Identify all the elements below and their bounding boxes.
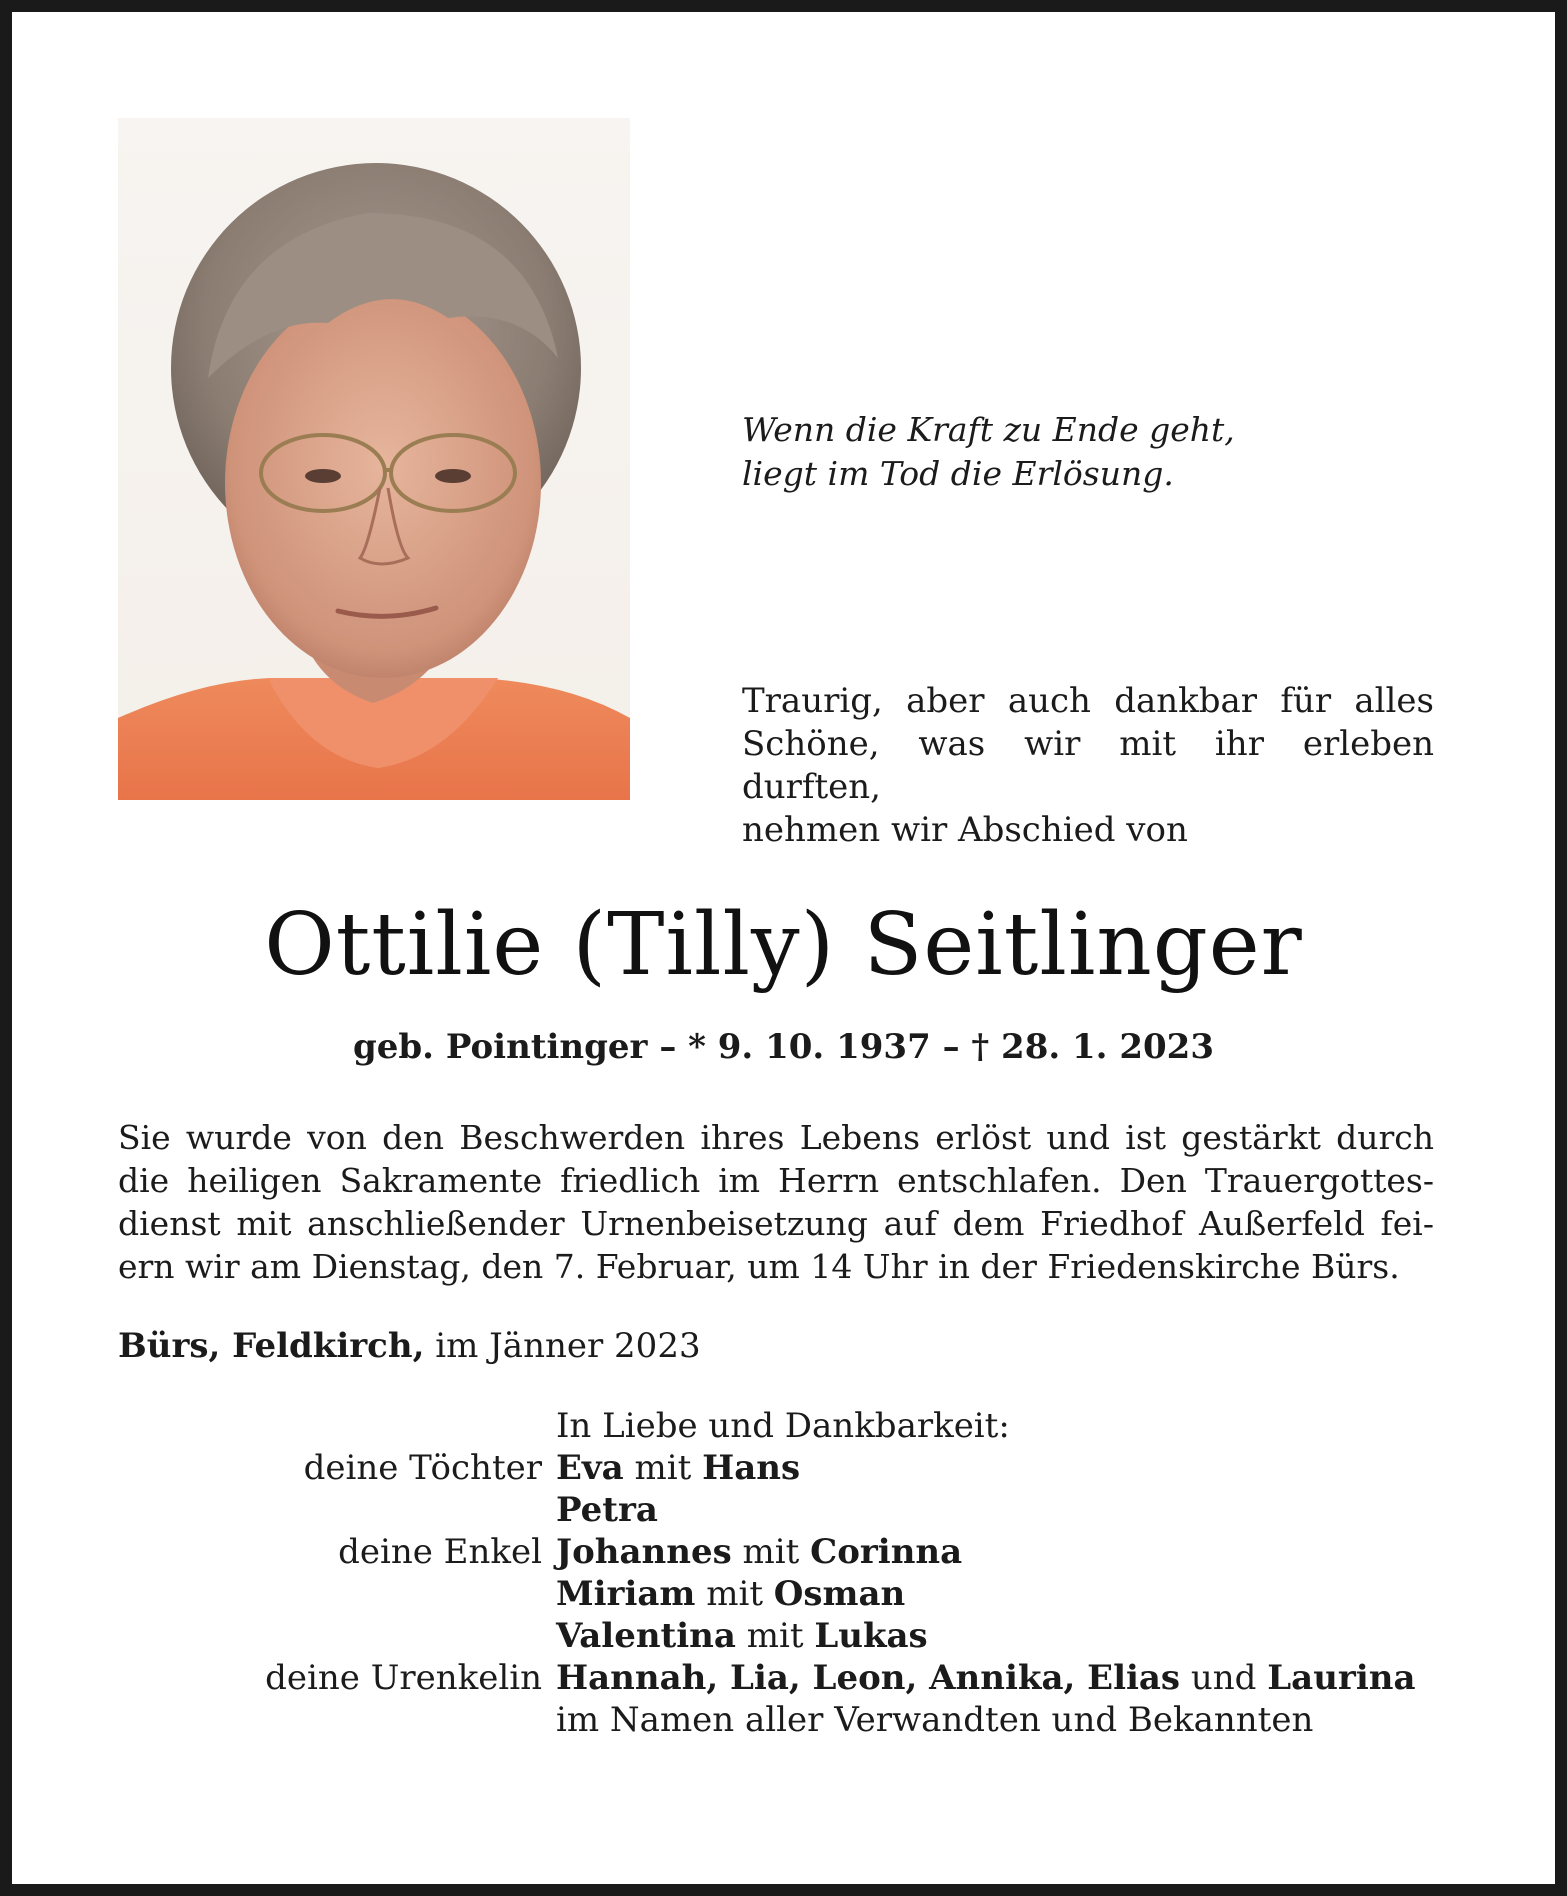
family-row [118,1615,1458,1657]
family-closing: im Namen aller Verwandten und Bekannten [556,1700,1314,1740]
family-list [118,1405,1458,1741]
great-grandchildren-names: Hannah, Lia, Leon, Annika, Elias [556,1658,1181,1698]
partner-name: Osman [773,1574,906,1614]
great-grandchildren-label: deine Urenkelin [265,1658,542,1698]
family-label-empty [118,1405,556,1447]
grandchild-name: Valentina [556,1616,736,1656]
family-row [118,1405,1458,1447]
great-grandchild-name: Laurina [1267,1658,1416,1698]
connector: mit [746,1616,804,1656]
separator: – [659,1027,689,1067]
intro-line-2: Schöne, was wir mit ihr erleben durften, [742,724,1434,807]
family-row [118,1531,1458,1573]
grandchild-name: Miriam [556,1574,696,1614]
birth-death-dates [0,1025,1567,1069]
portrait-illustration [118,118,630,800]
body-line-3: dienst mit anschließender Urnenbeisetzung auf dem Friedhof Außerfeld fei- [118,1204,1434,1243]
quote-line-2: liegt im Tod die Erlösung. [742,454,1174,493]
separator: – [942,1027,972,1067]
quote-line-1: Wenn die Kraft zu Ende geht, [742,410,1235,449]
daughters-label: deine Töchter [303,1448,542,1488]
body-line-4: ern wir am Dienstag, den 7. Februar, um 14 Uhr in der Friedenskirche Bürs. [118,1247,1400,1286]
body-line-2: die heiligen Sakramente friedlich im Herrn entschlafen. Den Trauergottes- [118,1161,1434,1200]
partner-name: Hans [702,1448,801,1488]
family-heading: In Liebe und Dankbarkeit: [556,1406,1010,1446]
family-row [118,1657,1458,1699]
partner-name: Lukas [814,1616,928,1656]
deceased-name: Ottilie (Tilly) Seitlinger [264,895,1303,995]
daughter-name: Eva [556,1448,624,1488]
intro-line-1: Traurig, aber auch dankbar für alles [742,681,1434,721]
portrait-photo [118,118,630,800]
grandchildren-label: deine Enkel [338,1532,542,1572]
birth-name: geb. Pointinger [352,1027,648,1067]
intro-line-3: nehmen wir Abschied von [742,810,1188,850]
grandchild-name: Johannes [556,1532,732,1572]
family-row [118,1489,1458,1531]
place-towns: Bürs, Feldkirch, [118,1326,425,1366]
connector: mit [634,1448,692,1488]
family-row [118,1447,1458,1489]
family-row [118,1573,1458,1615]
place-date [118,1324,701,1368]
intro-text [742,680,1434,852]
birth-date: * 9. 10. 1937 [688,1027,931,1067]
body-line-1: Sie wurde von den Beschwerden ihres Lebens erlöst und ist gestärkt durch [118,1118,1434,1157]
body-text [118,1116,1434,1288]
connector-and: und [1190,1658,1257,1698]
death-date: † 28. 1. 2023 [971,1027,1214,1067]
place-date-text: im Jänner 2023 [435,1326,701,1366]
family-row [118,1699,1458,1741]
partner-name: Corinna [810,1532,963,1572]
epigraph-quote [742,408,1235,496]
connector: mit [706,1574,763,1614]
daughter-name: Petra [556,1490,658,1530]
connector: mit [742,1532,800,1572]
